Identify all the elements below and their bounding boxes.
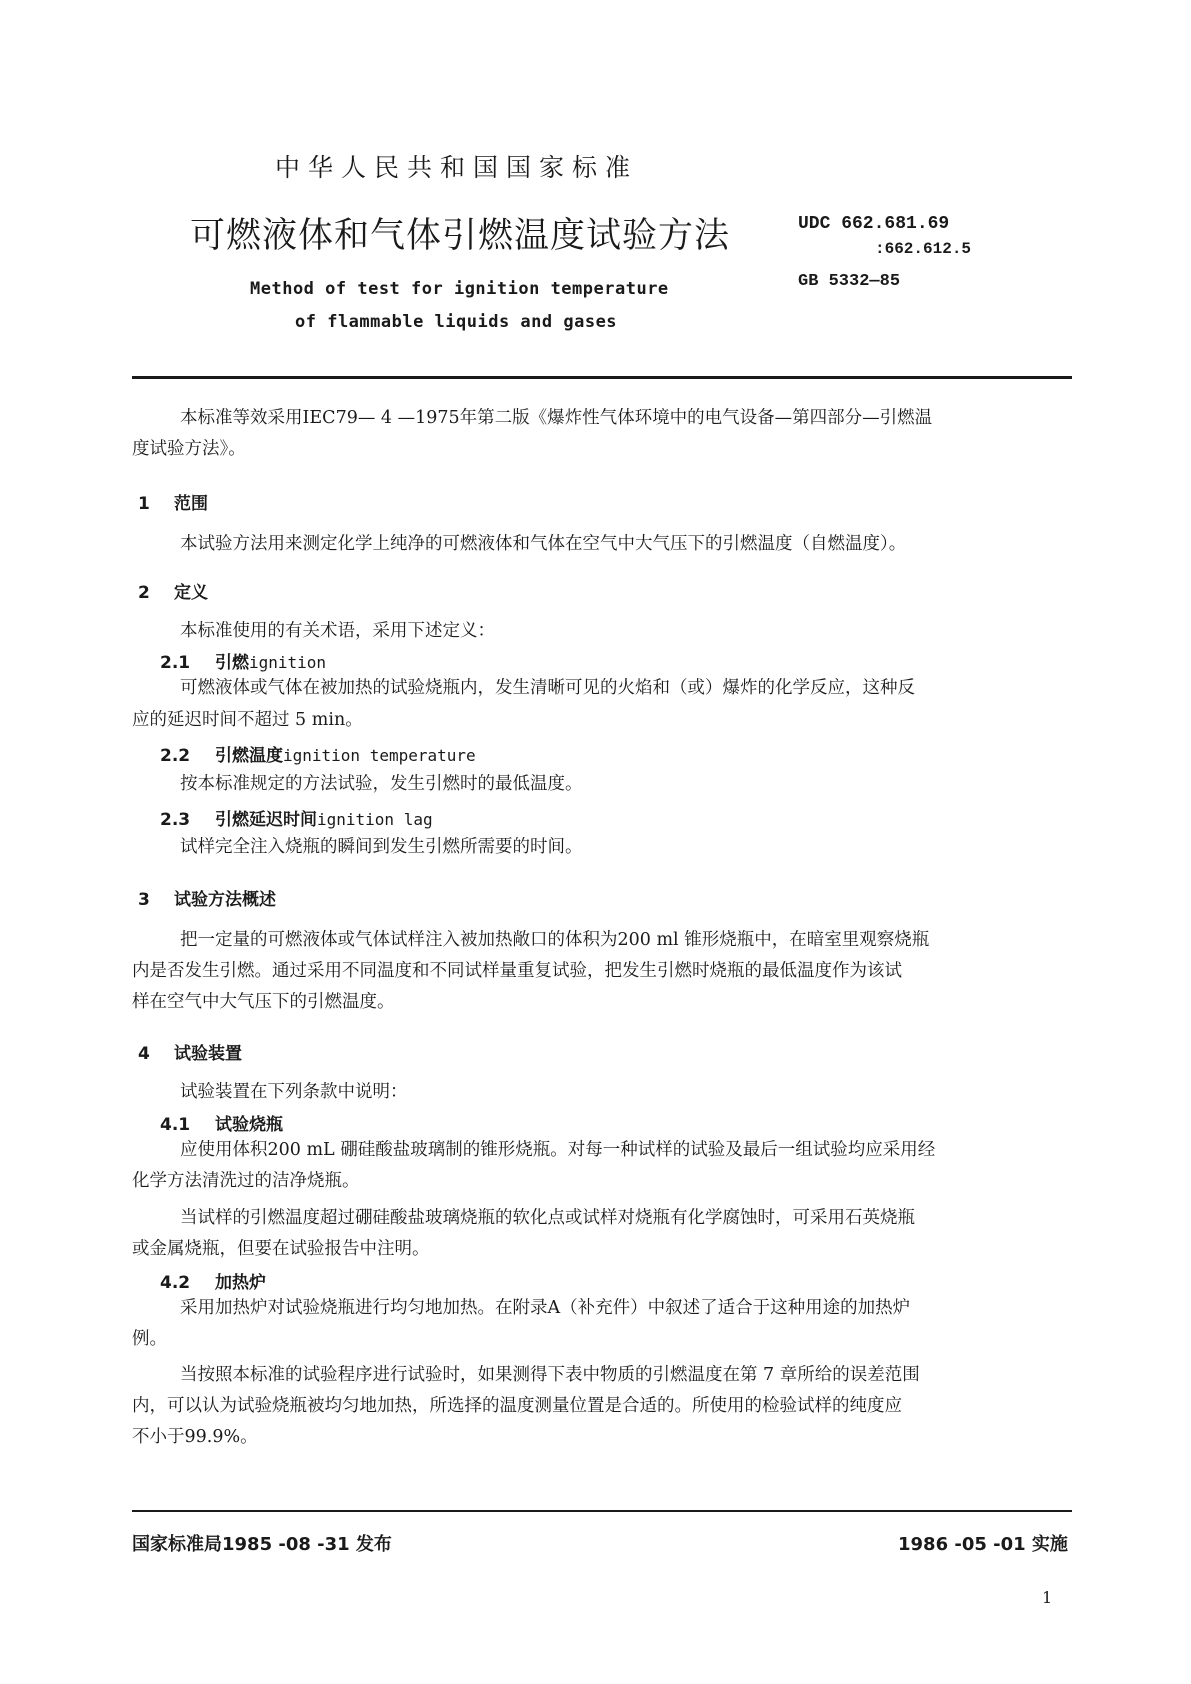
definition-number: 2.2 bbox=[160, 746, 191, 766]
section-number: 4 bbox=[138, 1044, 150, 1064]
gb-standard-number: GB 5332—85 bbox=[798, 272, 901, 291]
section-title: 试验装置 bbox=[174, 1044, 242, 1064]
document-title-cn: 可燃液体和气体引燃温度试验方法 bbox=[190, 216, 731, 256]
section-3-line-3: 样在空气中大气压下的引燃温度。 bbox=[132, 992, 395, 1012]
effective-date: 1986 -05 -01 实施 bbox=[898, 1534, 1068, 1555]
definition-2-1-text-continued: 应的延迟时间不超过 5 min。 bbox=[132, 710, 363, 730]
subsection-number: 4.2 bbox=[160, 1273, 191, 1293]
term-en: ignition bbox=[249, 653, 327, 672]
section-title: 试验方法概述 bbox=[174, 890, 276, 910]
section-1-heading bbox=[138, 489, 208, 514]
section-3-text bbox=[132, 925, 1072, 956]
subsection-4-1-p2-line1: 当试样的引燃温度超过硼硅酸盐玻璃烧瓶的软化点或试样对烧瓶有化学腐蚀时，可采用石英烧瓶 bbox=[180, 1208, 915, 1228]
term-en: ignition lag bbox=[317, 810, 433, 829]
section-number: 2 bbox=[138, 583, 150, 603]
subsection-number: 4.1 bbox=[160, 1115, 191, 1135]
footer-divider bbox=[132, 1510, 1072, 1512]
definition-2-3-heading bbox=[160, 805, 433, 830]
intro-paragraph bbox=[132, 403, 1072, 465]
definition-2-1-heading bbox=[160, 648, 326, 673]
term-cn: 引燃延迟时间 bbox=[215, 810, 317, 830]
subsection-4-1-p1-line1: 应使用体积200 mL 硼硅酸盐玻璃制的锥形烧瓶。对每一种试样的试验及最后一组试验均应采用经 bbox=[180, 1140, 936, 1160]
definition-2-1-text bbox=[180, 673, 1072, 704]
section-4-intro: 试验装置在下列条款中说明： bbox=[180, 1082, 408, 1102]
section-2-intro: 本标准使用的有关术语，采用下述定义： bbox=[180, 621, 495, 641]
subsection-4-2-p2-line2: 内，可以认为试验烧瓶被均匀地加热，所选择的温度测量位置是合适的。所使用的检验试样的纯度应 bbox=[132, 1396, 902, 1416]
definition-number: 2.3 bbox=[160, 810, 191, 830]
subsection-4-1-heading bbox=[160, 1110, 283, 1135]
subsection-4-2-p2-line3: 不小于99.9%。 bbox=[132, 1427, 258, 1447]
term-en: ignition temperature bbox=[283, 746, 476, 765]
document-title-en-line2: of flammable liquids and gases bbox=[295, 312, 618, 332]
term-cn: 引燃 bbox=[215, 653, 249, 673]
udc-code: UDC 662.681.69 bbox=[798, 214, 950, 234]
definition-2-2-text: 按本标准规定的方法试验，发生引燃时的最低温度。 bbox=[180, 774, 583, 794]
document-title-en-line1: Method of test for ignition temperature bbox=[250, 279, 669, 299]
section-2-heading bbox=[138, 578, 208, 603]
term-cn: 引燃温度 bbox=[215, 746, 283, 766]
section-number: 1 bbox=[138, 494, 150, 514]
definition-line-1: 可燃液体或气体在被加热的试验烧瓶内，发生清晰可见的火焰和（或）爆炸的化学反应，这种反 bbox=[180, 678, 915, 698]
definition-number: 2.1 bbox=[160, 653, 191, 673]
section-title: 定义 bbox=[174, 583, 208, 603]
subsection-4-1-p2-line2: 或金属烧瓶，但要在试验报告中注明。 bbox=[132, 1239, 430, 1259]
subsection-title: 加热炉 bbox=[215, 1273, 266, 1293]
section-3-line-1: 把一定量的可燃液体或气体试样注入被加热敞口的体积为200 ml 锥形烧瓶中，在暗室里观察烧瓶 bbox=[180, 930, 930, 950]
national-standard-heading: 中华人民共和国国家标准 bbox=[275, 153, 639, 182]
subsection-4-2-p1-line2: 例。 bbox=[132, 1329, 167, 1349]
definition-2-2-heading bbox=[160, 741, 476, 766]
issue-date: 国家标准局1985 -08 -31 发布 bbox=[132, 1534, 392, 1555]
section-3-heading bbox=[138, 885, 276, 910]
subsection-4-2-p1-line1: 采用加热炉对试验烧瓶进行均匀地加热。在附录A（补充件）中叙述了适合于这种用途的加热炉 bbox=[180, 1298, 911, 1318]
header-divider bbox=[132, 376, 1072, 379]
subsection-4-1-p1-line2: 化学方法清洗过的洁净烧瓶。 bbox=[132, 1171, 360, 1191]
section-title: 范围 bbox=[174, 494, 208, 514]
subsection-4-2-p2-line1: 当按照本标准的试验程序进行试验时，如果测得下表中物质的引燃温度在第 7 章所给的误差范围 bbox=[180, 1365, 920, 1385]
page-number: 1 bbox=[1042, 1588, 1053, 1607]
udc-code-continued: :662.612.5 bbox=[875, 240, 972, 258]
section-3-line-2: 内是否发生引燃。通过采用不同温度和不同试样量重复试验，把发生引燃时烧瓶的最低温度作为该试 bbox=[132, 961, 902, 981]
section-1-text: 本试验方法用来测定化学上纯净的可燃液体和气体在空气中大气压下的引燃温度（自燃温度）。 bbox=[180, 534, 907, 554]
subsection-title: 试验烧瓶 bbox=[215, 1115, 283, 1135]
section-number: 3 bbox=[138, 890, 150, 910]
subsection-4-2-heading bbox=[160, 1268, 266, 1293]
intro-line-2: 度试验方法》。 bbox=[132, 439, 246, 459]
intro-line-1: 本标准等效采用IEC79— 4 —1975年第二版《爆炸性气体环境中的电气设备—第四部分—引燃温 bbox=[180, 408, 933, 428]
definition-2-3-text: 试样完全注入烧瓶的瞬间到发生引燃所需要的时间。 bbox=[180, 837, 583, 857]
section-4-heading bbox=[138, 1039, 242, 1064]
